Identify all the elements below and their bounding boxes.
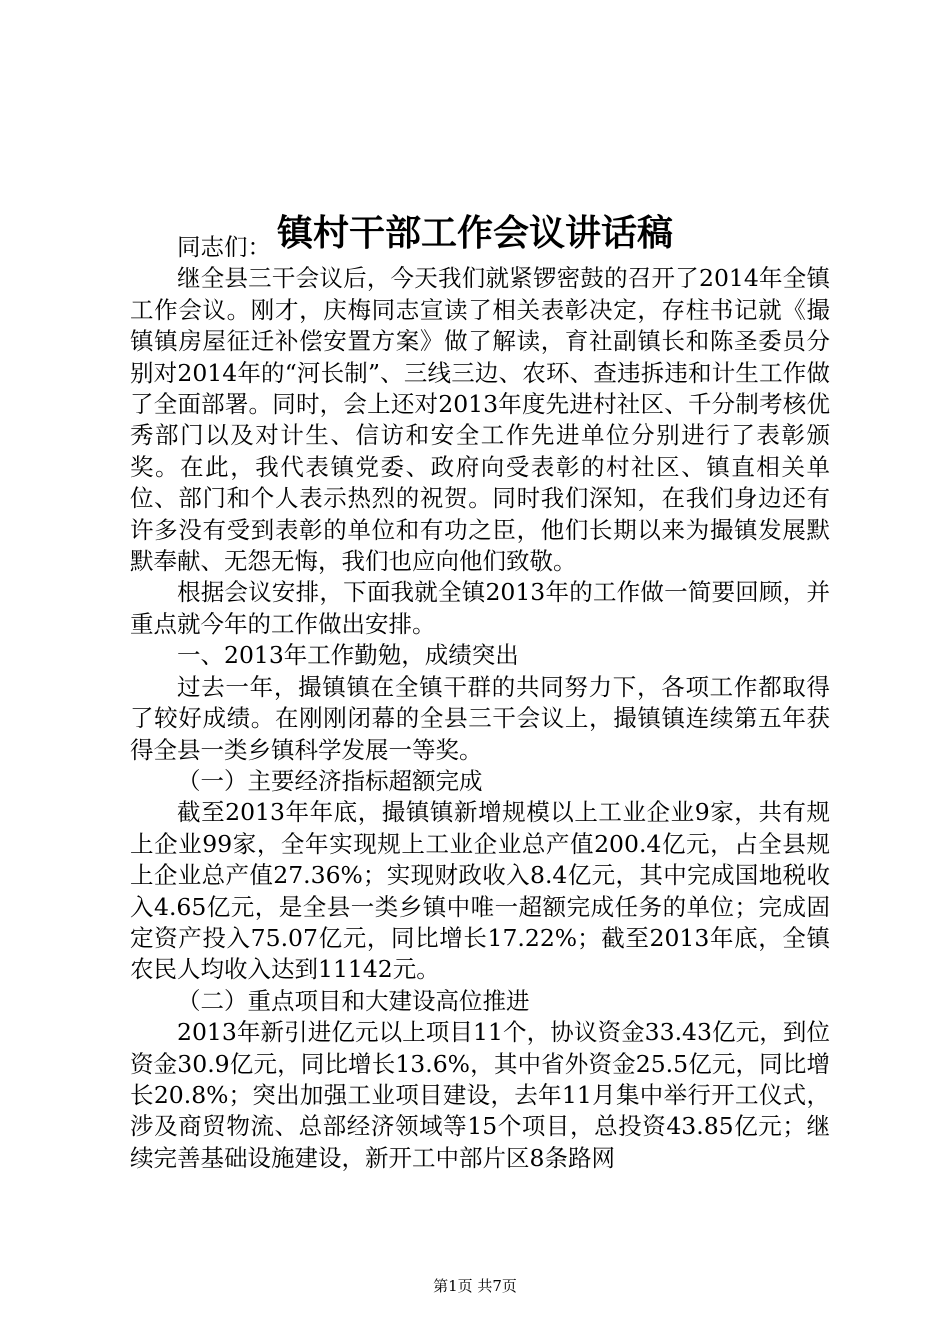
paragraph-opening: 继全县三干会议后，今天我们就紧锣密鼓的召开了2014年全镇工作会议。刚才，庆梅同志宣读了相关表彰决定，存柱书记就《撮镇镇房屋征迁补偿安置方案》做了解读，育社副镇长和陈圣委员分别对2014年的“河长制”、三线三边、农环、查违拆违和计生工作做了全面部署。同时，会上还对2013年度先进村社区、千分制考核优秀部门以及对计生、信访和安全工作先进单位分别进行了表彰颁奖。在此，我代表镇党委、政府向受表彰的村社区、镇直相关单位、部门和个人表示热烈的祝贺。同时我们深知，在我们身边还有许多没有受到表彰的单位和有功之臣，他们长期以来为撮镇发展默默奉献、无怨无悔，我们也应向他们致敬。 xyxy=(130,264,830,576)
salutation: 同志们： xyxy=(177,233,271,261)
page-footer: 第1页 共7页 xyxy=(433,1277,517,1295)
paragraph-review: 过去一年，撮镇镇在全镇干群的共同努力下，各项工作都取得了较好成绩。在刚刚闭幕的全县三干会议上，撮镇镇连续第五年获得全县一类乡镇科学发展一等奖。 xyxy=(130,672,830,764)
subsection-heading-1: （一）主要经济指标超额完成 xyxy=(177,766,483,795)
paragraph-agenda: 根据会议安排，下面我就全镇2013年的工作做一简要回顾，并重点就今年的工作做出安排。 xyxy=(130,578,830,638)
document-body xyxy=(130,232,830,1174)
paragraph-key-projects: 2013年新引进亿元以上项目11个，协议资金33.43亿元，到位资金30.9亿元，同比增长13.6%，其中省外资金25.5亿元，同比增长20.8%；突出加强工业项目建设，去年11月集中举行开工仪式，涉及商贸物流、总部经济领域等15个项目，总投资43.85亿元；继续完善基础设施建设，新开工中部片区8条路网 xyxy=(130,1018,830,1172)
document-title: 镇村干部工作会议讲话稿 xyxy=(276,212,673,255)
subsection-heading-2: （二）重点项目和大建设高位推进 xyxy=(177,986,530,1015)
paragraph-economic-indicators: 截至2013年年底，撮镇镇新增规模以上工业企业9家，共有规上企业99家，全年实现规上工业企业总产值200.4亿元，占全县规上企业总产值27.36%；实现财政收入8.4亿元，其中完成国地税收入4.65亿元，是全县一类乡镇中唯一超额完成任务的单位；完成固定资产投入75.07亿元，同比增长17.22%；截至2013年底，全镇农民人均收入达到11142元。 xyxy=(130,798,830,984)
section-heading-1: 一、2013年工作勤勉，成绩突出 xyxy=(177,641,519,670)
